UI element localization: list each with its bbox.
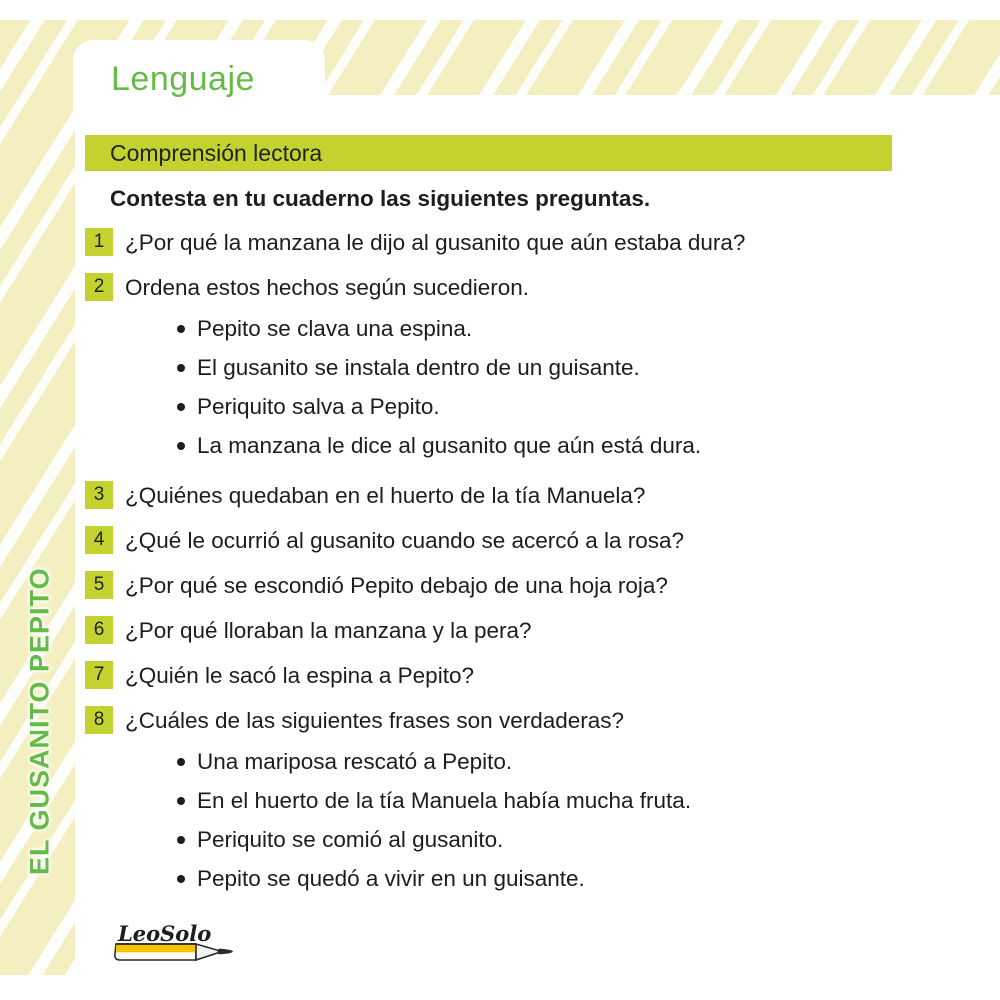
question-row bbox=[85, 228, 892, 257]
bullet-item: Periquito salva a Pepito. bbox=[175, 387, 892, 426]
question-number-badge: 3 bbox=[85, 481, 113, 509]
subject-title: Lenguaje bbox=[111, 59, 255, 98]
bullet-item: La manzana le dice al gusanito que aún está dura. bbox=[175, 426, 892, 465]
question-text: ¿Por qué lloraban la manzana y la pera? bbox=[125, 618, 532, 643]
question-row bbox=[85, 481, 892, 510]
question-row bbox=[85, 616, 892, 645]
bullet-list bbox=[175, 742, 892, 898]
question-text: ¿Cuáles de las siguientes frases son verdaderas? bbox=[125, 708, 625, 733]
question-text: ¿Qué le ocurrió al gusanito cuando se acercó a la rosa? bbox=[125, 528, 685, 553]
question-text: ¿Por qué se escondió Pepito debajo de una hoja roja? bbox=[125, 573, 668, 598]
pencil-icon bbox=[110, 920, 240, 966]
lesson-vertical-title: EL GUSANITO PEPITO bbox=[24, 567, 55, 875]
question-number-badge: 5 bbox=[85, 571, 113, 599]
bullet-list bbox=[175, 309, 892, 465]
questions bbox=[85, 228, 892, 898]
bullet-item: En el huerto de la tía Manuela había mucha fruta. bbox=[175, 781, 892, 820]
instruction-text: Contesta en tu cuaderno las siguientes preguntas. bbox=[110, 186, 651, 211]
bullet-item: Una mariposa rescató a Pepito. bbox=[175, 742, 892, 781]
publisher-logo bbox=[110, 920, 240, 966]
bullet-item: Pepito se quedó a vivir en un guisante. bbox=[175, 859, 892, 898]
section-banner bbox=[85, 135, 892, 171]
question-number-badge: 7 bbox=[85, 661, 113, 689]
section-banner-label: Comprensión lectora bbox=[110, 139, 323, 166]
subject-title-box bbox=[73, 40, 325, 132]
bullet-item: El gusanito se instala dentro de un guisante. bbox=[175, 348, 892, 387]
bullet-item: Periquito se comió al gusanito. bbox=[175, 820, 892, 859]
question-row bbox=[85, 273, 892, 302]
question-text: ¿Por qué la manzana le dijo al gusanito que aún estaba dura? bbox=[125, 230, 746, 255]
content-area bbox=[85, 135, 892, 966]
question-number-badge: 1 bbox=[85, 228, 113, 256]
logo-wordmark: LeoSolo bbox=[118, 921, 212, 946]
question-row bbox=[85, 706, 892, 735]
question-number-badge: 6 bbox=[85, 616, 113, 644]
question-text: ¿Quiénes quedaban en el huerto de la tía Manuela? bbox=[125, 483, 646, 508]
question-number-badge: 4 bbox=[85, 526, 113, 554]
question-number-badge: 8 bbox=[85, 706, 113, 734]
question-row bbox=[85, 571, 892, 600]
question-row bbox=[85, 661, 892, 690]
question-row bbox=[85, 526, 892, 555]
bullet-item: Pepito se clava una espina. bbox=[175, 309, 892, 348]
question-text: Ordena estos hechos según sucedieron. bbox=[125, 275, 530, 300]
question-text: ¿Quién le sacó la espina a Pepito? bbox=[125, 663, 474, 688]
question-number-badge: 2 bbox=[85, 273, 113, 301]
